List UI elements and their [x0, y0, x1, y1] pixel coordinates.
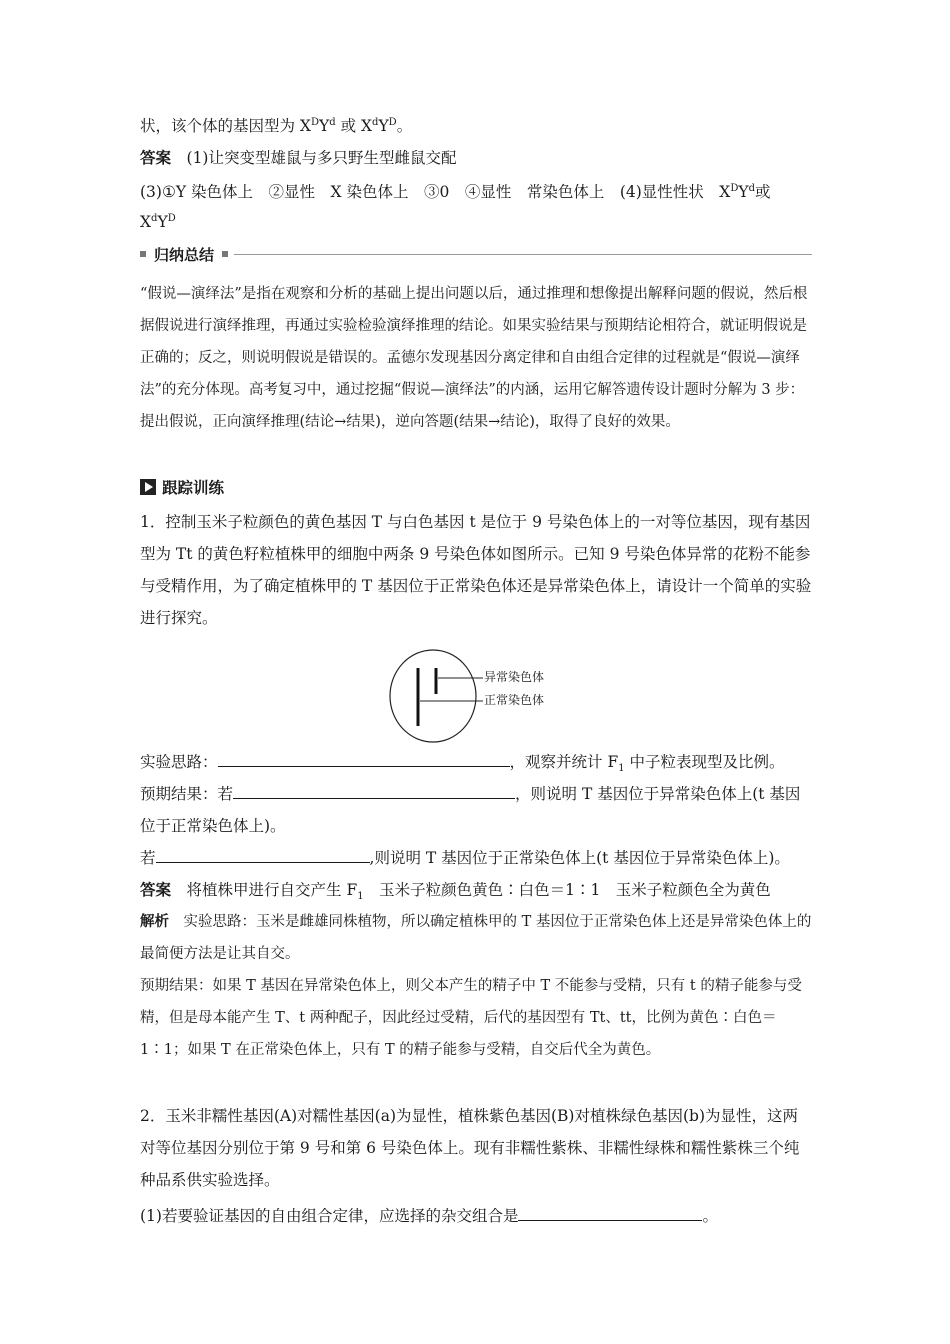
if-label: 若: [140, 849, 156, 867]
expect-blank[interactable]: [233, 780, 515, 799]
text: 将植株甲进行自交产生 F: [171, 881, 358, 899]
text: 玉米子粒颜色黄色∶白色＝1∶1 玉米子粒颜色全为黄色: [363, 881, 771, 899]
label-abnormal: 异常染色体: [484, 670, 545, 684]
text: (3)①Y 染色体上 ②显性 X 染色体上 ③0 ④显性 常染色体上 (4)显性性状 X: [140, 183, 731, 201]
answer-label: 答案: [140, 881, 172, 899]
text: 或: [755, 183, 771, 201]
text: 。: [702, 1207, 718, 1225]
sub: 1: [357, 891, 364, 903]
sup: d: [748, 182, 755, 194]
text: Y: [319, 117, 330, 135]
idea-line: [140, 746, 812, 778]
sup: D: [167, 212, 176, 224]
text: ，观察并统计 F: [509, 753, 619, 771]
training-title: 跟踪训练: [162, 479, 225, 497]
square-icon: [222, 251, 228, 257]
summary-body: “假说—演绎法”是指在观察和分析的基础上提出问题以后，通过推理和想像提出解释问题的假说，然后根据假说进行演绎推理，再通过实验检验演绎推理的结论。如果实验结果与预期结论相符合，就证明假说是正确的；反之，则说明假说是错误的。孟德尔发现基因分离定律和自由组合定律的过程就是“假说—演绎法”的充分体现。高考复习中，通过挖掘“假说—演绎法”的内涵，运用它解答遗传设计题时分解为 3 步：提出假说，正向演绎推理(结论→结果)，逆向答题(结果→结论)，取得了良好的效果。: [140, 286, 808, 430]
text: 或 X: [335, 117, 373, 135]
sup: d: [329, 116, 336, 128]
play-icon: [140, 479, 156, 495]
analysis-label: 解析: [140, 914, 169, 930]
text: 。: [396, 117, 413, 135]
summary-header: [140, 240, 812, 268]
analysis-para-1: [140, 906, 812, 970]
answer-text: (1)让突变型雄鼠与多只野生型雌鼠交配: [171, 149, 457, 167]
text: ，则说明 T 基因位于异常染色体上(t 基因位于正常染色体上)。: [140, 785, 801, 835]
answer-line: [140, 874, 812, 906]
answer-label: 答案: [140, 149, 172, 167]
expect-label: 预期结果：若: [140, 785, 234, 803]
top-answer: [140, 142, 812, 174]
square-icon: [140, 251, 146, 257]
q2-blank[interactable]: [518, 1202, 702, 1221]
idea-label: 实验思路：: [140, 753, 218, 771]
training-header: [140, 472, 224, 502]
text: Y: [738, 183, 749, 201]
text: (1)若要验证基因的自由组合定律，应选择的杂交组合是: [140, 1207, 519, 1225]
sup: d: [372, 116, 379, 128]
idea-blank[interactable]: [218, 748, 510, 767]
text: Y: [378, 117, 389, 135]
expect-line: [140, 778, 812, 842]
text: X: [140, 213, 152, 231]
question-2: 2．玉米非糯性基因(A)对糯性基因(a)为显性，植株紫色基因(B)对植株绿色基因(b)为显性，这两对等位基因分别位于第 9 号和第 6 号染色体上。现有非糯性紫株、非糯性绿株和糯性紫株三个纯种品系供实验选择。: [140, 1107, 800, 1189]
sup: D: [388, 116, 397, 128]
chromosome-figure: [388, 646, 568, 746]
summary-title: 归纳总结: [154, 245, 215, 264]
text: 中子粒表现型及比例。: [624, 753, 785, 771]
question-2-sub1: [140, 1200, 812, 1232]
label-normal: 正常染色体: [484, 693, 545, 707]
text: Y: [157, 213, 168, 231]
sup: D: [310, 116, 319, 128]
question-1: 1．控制玉米子粒颜色的黄色基因 T 与白色基因 t 是位于 9 号染色体上的一对等位基因，现有基因型为 Tt 的黄色籽粒植株甲的细胞中两条 9 号染色体如图所示。已知 9 号染色体异常的花粉不能参与受精作用，为了确定植株甲的 T 基因位于正常染色体还是异常染色体上，请设计一个简单的实验进行探究。: [140, 513, 812, 627]
sup: d: [151, 212, 158, 224]
sup: D: [730, 182, 739, 194]
text: 状，该个体的基因型为 X: [140, 117, 311, 135]
if-line: [140, 842, 812, 874]
divider: [234, 254, 812, 255]
top-answer-line2: [140, 176, 812, 208]
sub: 1: [618, 763, 625, 775]
analysis-para-2: 预期结果：如果 T 基因在异常染色体上，则父本产生的精子中 T 不能参与受精，只有 t 的精子能参与受精，但是母本能产生 T、t 两种配子，因此经过受精，后代的基因型有 Tt、tt，比例为黄色∶白色＝1∶1；如果 T 在正常染色体上，只有 T 的精子能参与受精，自交后代全为黄色。: [140, 978, 802, 1058]
if-blank[interactable]: [156, 844, 370, 863]
text: ,则说明 T 基因位于正常染色体上(t 基因位于异常染色体上)。: [369, 849, 790, 867]
top-answer-line3: [140, 206, 812, 238]
text: 实验思路：玉米是雌雄同株植物，所以确定植株甲的 T 基因位于正常染色体上还是异常染色体上的最简便方法是让其自交。: [140, 914, 812, 962]
top-line: [140, 110, 812, 142]
cell-outline: [390, 650, 476, 742]
